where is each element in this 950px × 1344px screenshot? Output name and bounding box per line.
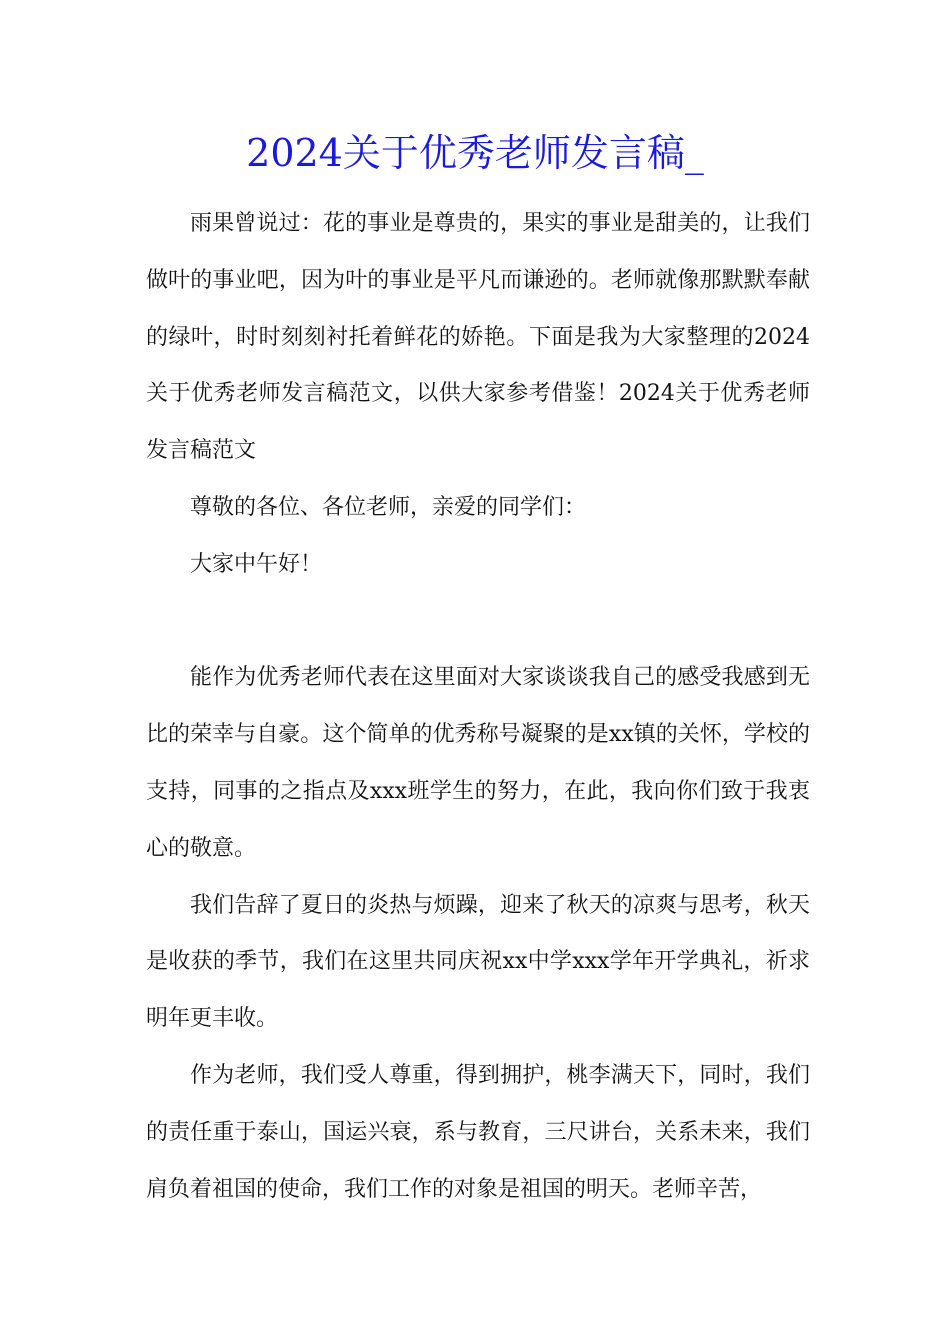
document-body (146, 196, 810, 1218)
paragraph-season: 我们告辞了夏日的炎热与烦躁，迎来了秋天的凉爽与思考，秋天是收获的季节，我们在这里共同庆祝xx中学xxx学年开学典礼，祈求明年更丰收。 (146, 892, 810, 1032)
paragraph-responsibility: 作为老师，我们受人尊重，得到拥护，桃李满天下，同时，我们的责任重于泰山，国运兴衰，系与教育，三尺讲台，关系未来，我们肩负着祖国的使命，我们工作的对象是祖国的明天。老师辛苦， (146, 1062, 810, 1202)
paragraph-intro: 雨果曾说过：花的事业是尊贵的，果实的事业是甜美的，让我们做叶的事业吧，因为叶的事业是平凡而谦逊的。老师就像那默默奉献的绿叶，时时刻刻衬托着鲜花的娇艳。下面是我为大家整理的2024关于优秀老师发言稿范文，以供大家参考借鉴！2024关于优秀老师发言稿范文 (146, 211, 810, 464)
paragraph-greeting: 大家中午好！ (190, 551, 323, 577)
paragraph-salutation: 尊敬的各位、各位老师，亲爱的同学们： (190, 494, 587, 520)
paragraph-honor: 能作为优秀老师代表在这里面对大家谈谈我自己的感受我感到无比的荣幸与自豪。这个简单的优秀称号凝聚的是xx镇的关怀，学校的支持，同事的之指点及xxx班学生的努力，在此，我向你们致于我衷心的敬意。 (146, 665, 810, 861)
document-title: 2024关于优秀老师发言稿_ (246, 131, 704, 175)
blank-line (146, 594, 810, 651)
